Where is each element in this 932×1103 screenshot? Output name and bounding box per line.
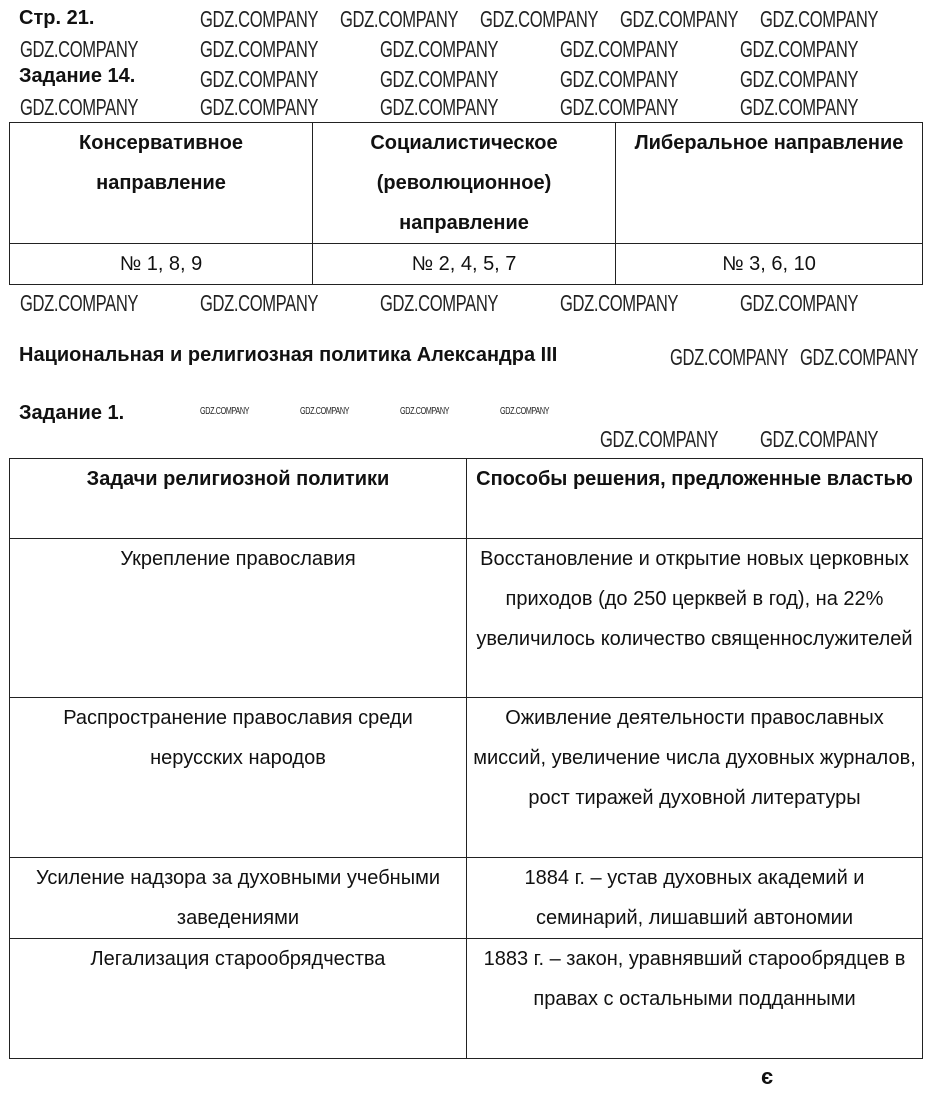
task-cell: Укрепление православия: [10, 539, 467, 698]
value-cell: № 3, 6, 10: [616, 244, 923, 285]
watermark: GDZ.COMPANY: [20, 290, 139, 316]
watermark-small: GDZ.COMPANY: [400, 406, 450, 417]
task-cell: Легализация старообрядчества: [10, 939, 467, 1059]
solution-cell: Восстановление и открытие новых церковных приходов (до 250 церквей в год), на 22% увеличилось количество священнослужителей: [467, 539, 923, 698]
task1-title: Задание 1.: [19, 402, 125, 424]
watermark: GDZ.COMPANY: [200, 6, 319, 32]
task-cell: Усиление надзора за духовными учебными заведениями: [10, 858, 467, 939]
watermark: GDZ.COMPANY: [740, 290, 859, 316]
watermark: GDZ.COMPANY: [20, 94, 139, 120]
watermark: GDZ.COMPANY: [200, 290, 319, 316]
watermark: GDZ.COMPANY: [560, 290, 679, 316]
watermark: GDZ.COMPANY: [560, 36, 679, 62]
value-cell: № 1, 8, 9: [10, 244, 313, 285]
solution-cell: 1884 г. – устав духовных академий и семинарий, лишавший автономии: [467, 858, 923, 939]
watermark: GDZ.COMPANY: [380, 36, 499, 62]
watermark: GDZ.COMPANY: [740, 94, 859, 120]
header-cell: Консервативное направление: [10, 123, 313, 244]
watermark: GDZ.COMPANY: [340, 6, 459, 32]
section-title: Национальная и религиозная политика Александра III: [19, 344, 558, 366]
watermark: GDZ.COMPANY: [600, 426, 719, 452]
watermark: GDZ.COMPANY: [560, 66, 679, 92]
solution-cell: Оживление деятельности православных миссий, увеличение числа духовных журналов, рост тиражей духовной литературы: [467, 698, 923, 858]
task1-table: [9, 458, 923, 1059]
corner-mark: є: [761, 1064, 774, 1089]
watermark: GDZ.COMPANY: [760, 6, 879, 32]
task-cell: Распространение православия среди нерусских народов: [10, 698, 467, 858]
watermark: GDZ.COMPANY: [560, 94, 679, 120]
watermark: GDZ.COMPANY: [20, 36, 139, 62]
watermark: GDZ.COMPANY: [760, 426, 879, 452]
header-cell: Способы решения, предложенные властью: [467, 459, 923, 539]
task14-table: [9, 122, 923, 285]
header-cell: Социалистическое (революционное) направление: [313, 123, 616, 244]
watermark: GDZ.COMPANY: [380, 66, 499, 92]
page-label: Стр. 21.: [19, 7, 95, 29]
watermark: GDZ.COMPANY: [740, 66, 859, 92]
task14-title: Задание 14.: [19, 65, 136, 87]
watermark: GDZ.COMPANY: [200, 36, 319, 62]
watermark: GDZ.COMPANY: [480, 6, 599, 32]
watermark: GDZ.COMPANY: [670, 344, 789, 370]
value-cell: № 2, 4, 5, 7: [313, 244, 616, 285]
solution-cell: 1883 г. – закон, уравнявший старообрядцев в правах с остальными подданными: [467, 939, 923, 1059]
watermark: GDZ.COMPANY: [620, 6, 739, 32]
watermark: GDZ.COMPANY: [740, 36, 859, 62]
header-cell: Либеральное направление: [616, 123, 923, 244]
header-cell: Задачи религиозной политики: [10, 459, 467, 539]
watermark: GDZ.COMPANY: [200, 94, 319, 120]
watermark: GDZ.COMPANY: [380, 94, 499, 120]
watermark-small: GDZ.COMPANY: [500, 406, 550, 417]
watermark: GDZ.COMPANY: [800, 344, 919, 370]
watermark-small: GDZ.COMPANY: [200, 406, 250, 417]
watermark-small: GDZ.COMPANY: [300, 406, 350, 417]
watermark: GDZ.COMPANY: [200, 66, 319, 92]
watermark: GDZ.COMPANY: [380, 290, 499, 316]
